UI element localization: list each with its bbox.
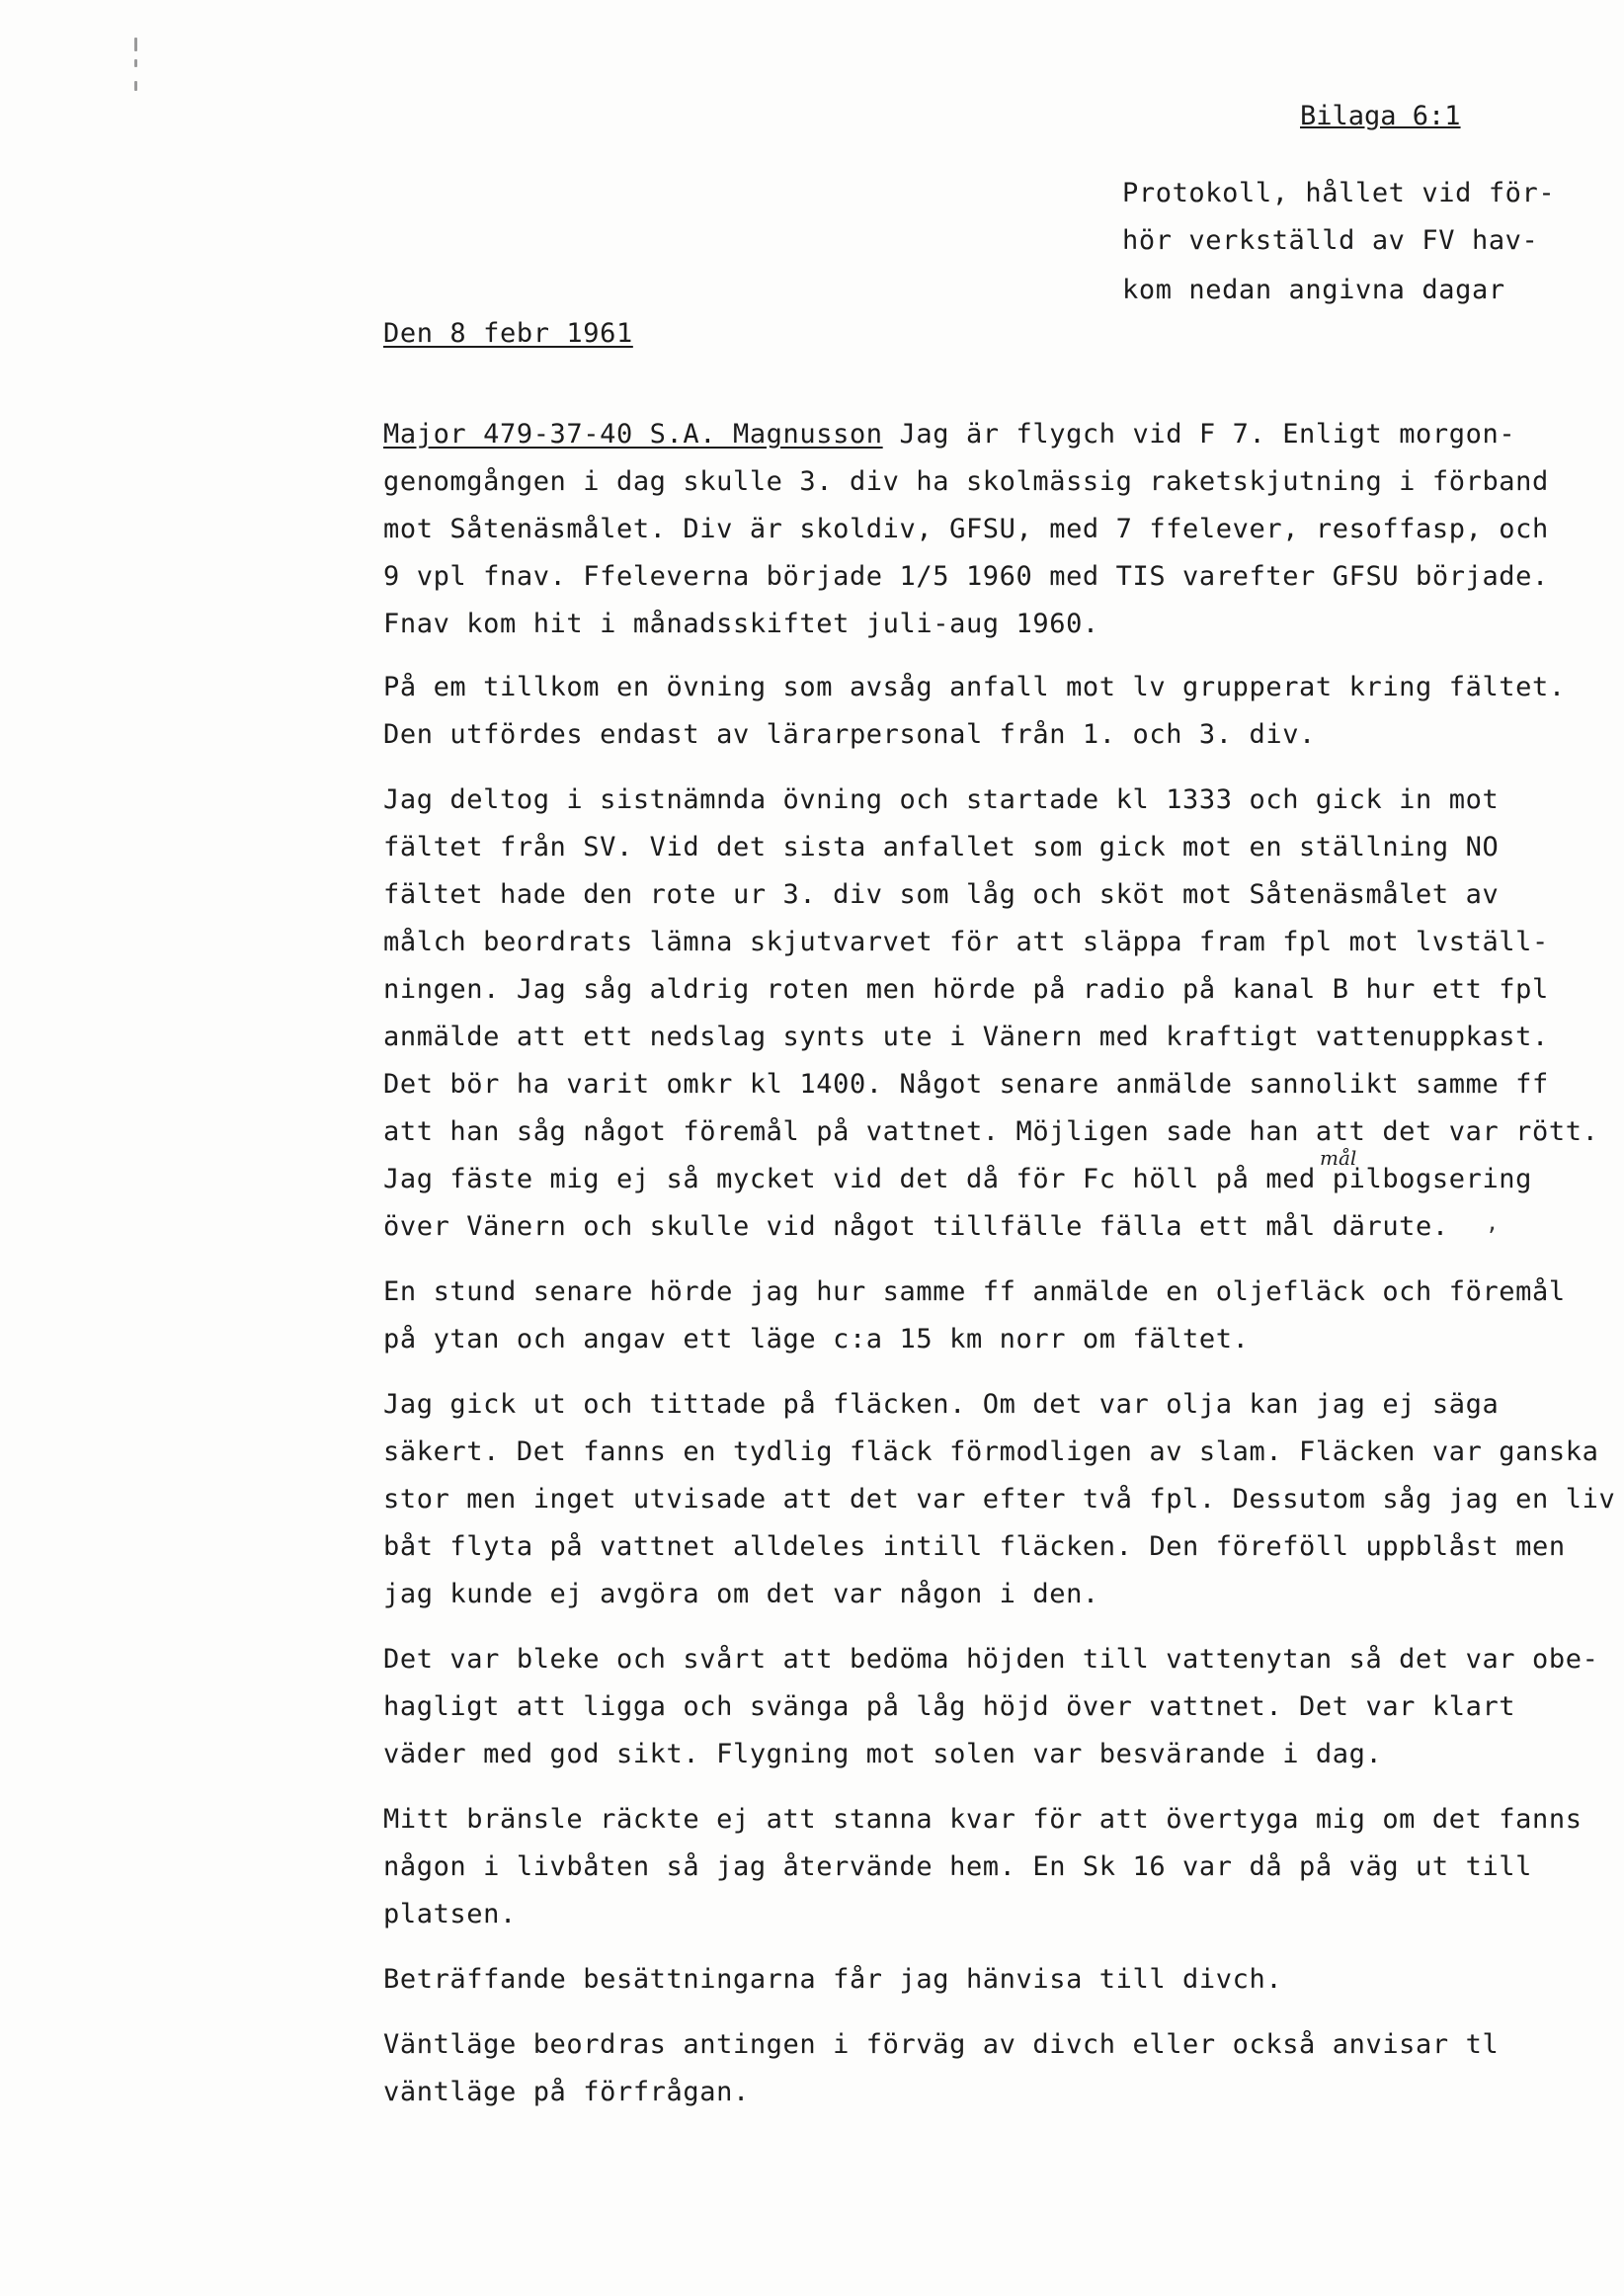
punch-mark (134, 81, 137, 91)
body-line: Väntläge beordras antingen i förväg av divch eller också anvisar tl (383, 2029, 1500, 2060)
body-line: väntläge på förfrågan. (383, 2077, 750, 2107)
body-line: fältet från SV. Vid det sista anfallet som gick mot en ställning NO (383, 832, 1500, 862)
punch-mark (134, 59, 137, 67)
body-line: 9 vpl fnav. Ffeleverna började 1/5 1960 med TIS varefter GFSU började. (383, 561, 1549, 592)
protocol-header-line: kom nedan angivna dagar (1122, 275, 1505, 305)
protocol-header-line: hör verkställd av FV hav- (1122, 225, 1539, 256)
attachment-label: Bilaga 6:1 (1300, 101, 1461, 131)
body-line: båt flyta på vattnet alldeles intill fläcken. Den föreföll uppblåst men (383, 1531, 1566, 1562)
body-line: platsen. (383, 1899, 517, 1929)
body-line: Fnav kom hit i månadsskiftet juli-aug 1960. (383, 609, 1099, 639)
protocol-header-line: Protokoll, hållet vid för- (1122, 178, 1556, 208)
body-line: anmälde att ett nedslag synts ute i Vänern med kraftigt vattenuppkast. (383, 1022, 1549, 1052)
body-line: mot Såtenäsmålet. Div är skoldiv, GFSU, med 7 ffelever, resoffasp, och (383, 514, 1549, 544)
body-line: Det var bleke och svårt att bedöma höjden till vattenytan så det var obe- (383, 1644, 1599, 1675)
speaker-name: Major 479-37-40 S.A. Magnusson (383, 419, 883, 450)
body-line: säkert. Det fanns en tydlig fläck förmodligen av slam. Fläcken var ganska (383, 1436, 1599, 1467)
body-line: Beträffande besättningarna får jag hänvisa till divch. (383, 1964, 1283, 1995)
body-line: någon i livbåten så jag återvände hem. En Sk 16 var då på väg ut till (383, 1851, 1533, 1882)
body-line-first (383, 421, 1515, 448)
body-line: Jag gick ut och tittade på fläcken. Om det var olja kan jag ej säga (383, 1389, 1500, 1420)
body-line: målch beordrats lämna skjutvarvet för att släppa fram fpl mot lvställ- (383, 927, 1549, 957)
handwritten-note: mål (1320, 1146, 1357, 1170)
body-line: Den utfördes endast av lärarpersonal från 1. och 3. div. (383, 719, 1316, 750)
body-line: på ytan och angav ett läge c:a 15 km norr om fältet. (383, 1324, 1250, 1354)
body-line: hagligt att ligga och svänga på låg höjd över vattnet. Det var klart (383, 1691, 1516, 1722)
body-line: fältet hade den rote ur 3. div som låg och sköt mot Såtenäsmålet av (383, 879, 1500, 910)
body-line: ningen. Jag såg aldrig roten men hörde på radio på kanal B hur ett fpl (383, 974, 1549, 1005)
body-line: över Vänern och skulle vid något tillfälle fälla ett mål därute. (383, 1211, 1449, 1242)
date-line: Den 8 febr 1961 (383, 318, 633, 349)
punch-mark (134, 38, 137, 51)
body-line: En stund senare hörde jag hur samme ff anmälde en oljefläck och föremål (383, 1276, 1566, 1307)
ink-mark: , (1486, 1211, 1500, 1236)
body-line: stor men inget utvisade att det var efter två fpl. Dessutom såg jag en liv (383, 1484, 1616, 1515)
body-line: jag kunde ej avgöra om det var någon i den. (383, 1579, 1099, 1609)
body-line: Det bör ha varit omkr kl 1400. Något senare anmälde sannolikt samme ff (383, 1069, 1549, 1100)
body-line: att han såg något föremål på vattnet. Möjligen sade han att det var rött. (383, 1116, 1599, 1147)
body-line: Jag deltog i sistnämnda övning och startade kl 1333 och gick in mot (383, 784, 1500, 815)
body-line: genomgången i dag skulle 3. div ha skolmässig raketskjutning i förband (383, 466, 1549, 497)
body-line: väder med god sikt. Flygning mot solen var besvärande i dag. (383, 1739, 1383, 1769)
body-line: Mitt bränsle räckte ej att stanna kvar för att övertyga mig om det fanns (383, 1804, 1583, 1835)
body-line: Jag fäste mig ej så mycket vid det då för Fc höll på med pilbogsering (383, 1164, 1533, 1194)
body-line: På em tillkom en övning som avsåg anfall mot lv grupperat kring fältet. (383, 672, 1566, 702)
body-line: Jag är flygch vid F 7. Enligt morgon- (882, 419, 1516, 450)
